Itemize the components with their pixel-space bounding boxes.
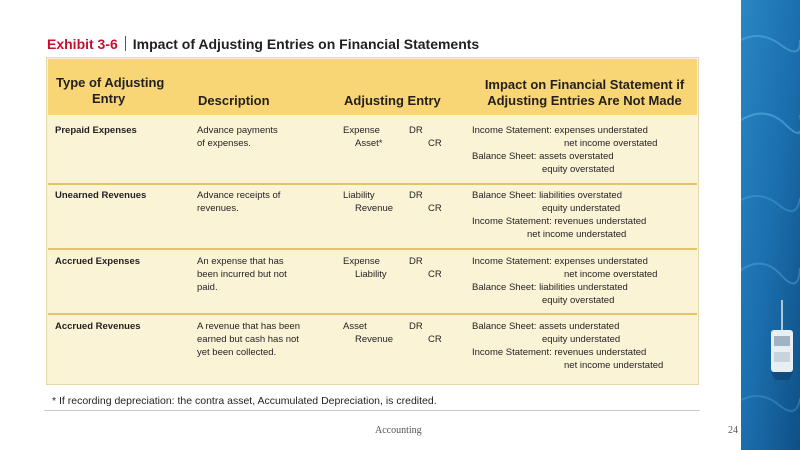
impact-line: Income Statement: revenues understated [472, 216, 647, 227]
description-line: An expense that has [197, 256, 284, 267]
description-line: of expenses. [197, 138, 251, 149]
debit-marker: DR [409, 125, 423, 136]
entry-debit-account: Asset [343, 321, 367, 332]
header-impact-line1: Impact on Financial Statement if [484, 77, 685, 92]
row-divider [48, 183, 697, 185]
header-impact [472, 77, 697, 109]
row-type: Unearned Revenues [55, 190, 147, 201]
impact-line: Balance Sheet: assets overstated [472, 151, 614, 162]
row-description [197, 255, 287, 294]
impact-line: equity overstated [542, 164, 615, 175]
impact-line: equity overstated [542, 295, 615, 306]
header-type [56, 75, 186, 107]
impact-line: net income overstated [564, 138, 658, 149]
entry-credit-account: Revenue [355, 334, 394, 345]
entry-debit-account: Expense [343, 125, 380, 136]
row-impact [472, 124, 657, 176]
entry-debit-account: Liability [343, 190, 375, 201]
description-line: been incurred but not [197, 269, 287, 280]
impact-line: net income overstated [564, 269, 658, 280]
header-description: Description [198, 93, 270, 108]
debit-marker: DR [409, 190, 423, 201]
row-type: Accrued Expenses [55, 256, 141, 267]
header-type-line2: Entry [92, 91, 126, 106]
exhibit-label: Exhibit 3-6 [47, 36, 118, 52]
row-divider [48, 313, 697, 315]
impact-line: net income understated [527, 229, 627, 240]
row-type: Prepaid Expenses [55, 125, 137, 136]
footer-divider [44, 410, 700, 411]
description-line: earned but cash has not [197, 334, 299, 345]
slide-page-number: 24 [728, 425, 738, 436]
ocean-boat-photo [741, 0, 800, 450]
impact-line: equity understated [542, 334, 621, 345]
description-line: A revenue that has been [197, 321, 300, 332]
impact-line: Balance Sheet: liabilities understated [472, 282, 628, 293]
entry-debit-account: Expense [343, 256, 380, 267]
row-impact [472, 189, 646, 241]
credit-marker: CR [428, 269, 442, 280]
row-impact [472, 320, 663, 372]
credit-marker: CR [428, 138, 442, 149]
entry-credit-account: Liability [355, 269, 387, 280]
row-type: Accrued Revenues [55, 321, 141, 332]
impact-line: Income Statement: expenses understated [472, 125, 648, 136]
impact-line: Balance Sheet: liabilities overstated [472, 190, 622, 201]
debit-marker: DR [409, 321, 423, 332]
row-divider [48, 248, 697, 250]
credit-marker: CR [428, 203, 442, 214]
table-header [48, 59, 697, 115]
row-description [197, 320, 300, 359]
debit-marker: DR [409, 256, 423, 267]
exhibit-heading: Impact of Adjusting Entries on Financial Statements [132, 36, 480, 52]
credit-marker: CR [428, 334, 442, 345]
impact-line: Balance Sheet: assets understated [472, 321, 620, 332]
row-description [197, 189, 280, 215]
header-impact-line2: Adjusting Entries Are Not Made [487, 93, 682, 108]
description-line: yet been collected. [197, 347, 277, 358]
footer-course-name: Accounting [375, 425, 422, 436]
table-footnote: * If recording depreciation: the contra asset, Accumulated Depreciation, is credited. [52, 395, 437, 407]
exhibit-title [47, 36, 479, 52]
entry-credit-account: Revenue [355, 203, 394, 214]
description-line: Advance receipts of [197, 190, 281, 201]
description-line: paid. [197, 282, 218, 293]
ocean-photo-graphic [741, 0, 800, 450]
header-adjusting-entry: Adjusting Entry [344, 93, 441, 108]
header-type-line1: Type of Adjusting [56, 75, 165, 90]
impact-line: Income Statement: revenues understated [472, 347, 647, 358]
description-line: revenues. [197, 203, 239, 214]
entry-credit-account: Asset* [355, 138, 383, 149]
impact-line: equity understated [542, 203, 621, 214]
impact-line: net income understated [564, 360, 664, 371]
row-impact [472, 255, 657, 307]
adjusting-entries-table [46, 57, 699, 385]
description-line: Advance payments [197, 125, 278, 136]
row-description [197, 124, 278, 150]
impact-line: Income Statement: expenses understated [472, 256, 648, 267]
title-divider [125, 36, 126, 51]
